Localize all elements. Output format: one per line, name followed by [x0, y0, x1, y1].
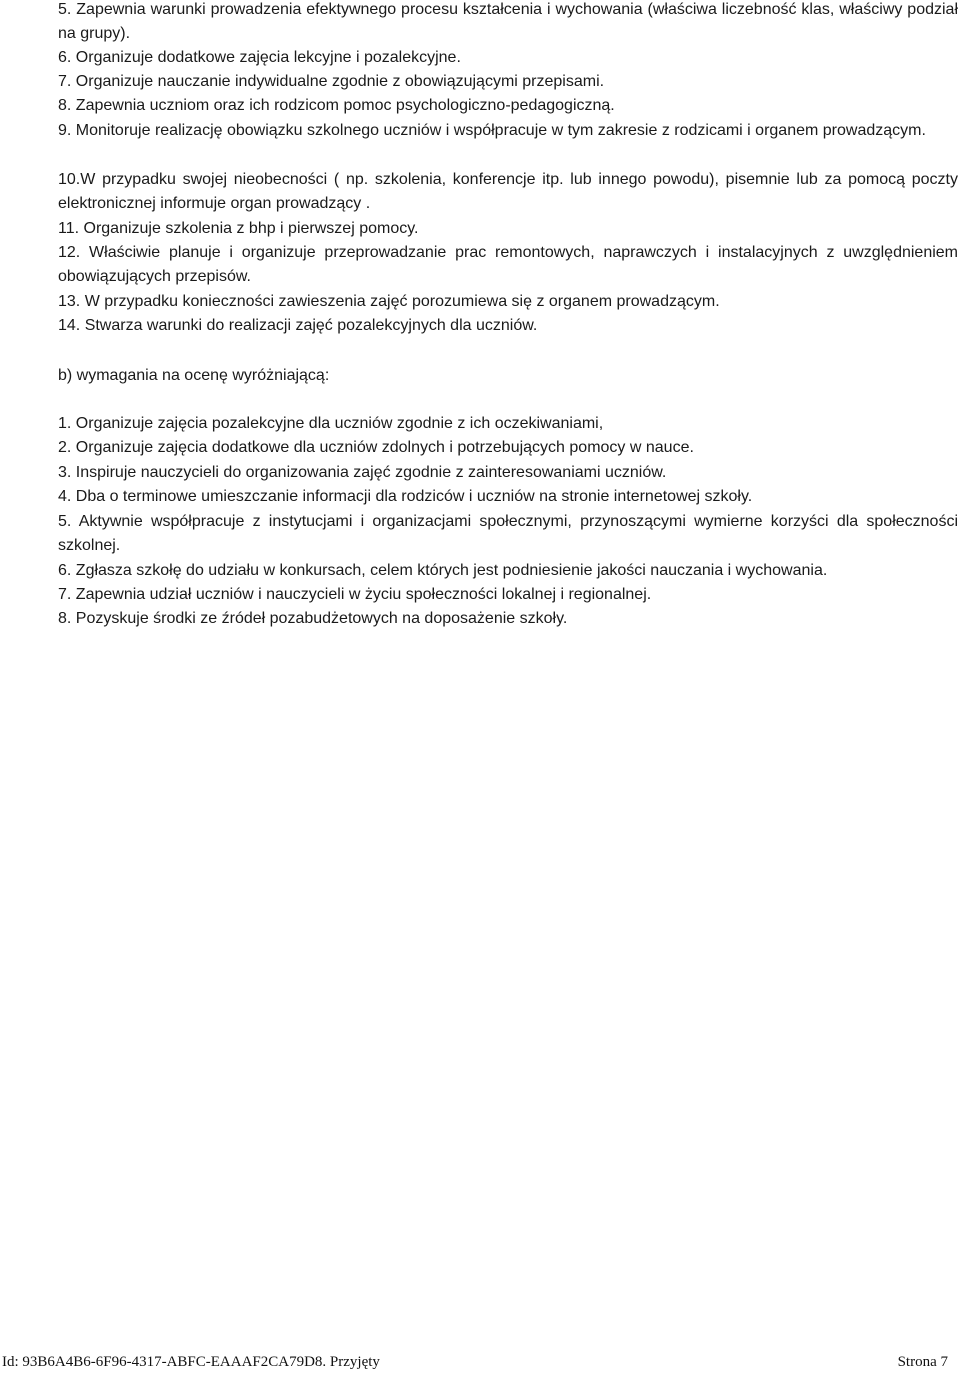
list-item-b1: 1. Organizuje zajęcia pozalekcyjne dla uczniów zgodnie z ich oczekiwaniami,: [58, 415, 604, 432]
footer-page-number: Strona 7: [897, 1354, 948, 1370]
list-item-b3: 3. Inspiruje nauczycieli do organizowania zajęć zgodnie z zainteresowaniami uczniów.: [58, 464, 667, 481]
list-item-b4: 4. Dba o terminowe umieszczanie informacji dla rodziców i uczniów na stronie internetowej szkoły.: [58, 488, 753, 505]
list-item-b8: 8. Pozyskuje środki ze źródeł pozabudżetowych na doposażenie szkoły.: [58, 610, 568, 627]
list-item-a9: 9. Monitoruje realizację obowiązku szkolnego uczniów i współpracuje w tym zakresie z rodzicami i organem prowadzącym.: [58, 122, 926, 139]
list-item-b2: 2. Organizuje zajęcia dodatkowe dla uczniów zdolnych i potrzebujących pomocy w nauce.: [58, 439, 694, 456]
section-b-heading: b) wymagania na ocenę wyróżniającą:: [58, 367, 330, 384]
list-item-a12: 12. Właściwie planuje i organizuje przeprowadzanie prac remontowych, naprawczych i instalacyjnych z uwzględnieniem obowiązujących przepisów.: [58, 244, 958, 285]
list-item-a7: 7. Organizuje nauczanie indywidualne zgodnie z obowiązującymi przepisami.: [58, 73, 605, 90]
list-item-a14: 14. Stwarza warunki do realizacji zajęć pozalekcyjnych dla uczniów.: [58, 317, 538, 334]
list-item-a10: 10.W przypadku swojej nieobecności ( np. szkolenia, konferencje itp. lub innego powodu), pisemnie lub za pomocą poczty elektronicznej informuje organ prowadzący .: [58, 171, 958, 212]
list-item-b5: 5. Aktywnie współpracuje z instytucjami i organizacjami społecznymi, przynoszącymi wymierne korzyści dla społeczności szkolnej.: [58, 513, 958, 554]
list-item-b7: 7. Zapewnia udział uczniów i nauczycieli w życiu społeczności lokalnej i regionalnej.: [58, 586, 652, 603]
list-item-a8: 8. Zapewnia uczniom oraz ich rodzicom pomoc psychologiczno-pedagogiczną.: [58, 97, 615, 114]
list-item-b6: 6. Zgłasza szkołę do udziału w konkursach, celem których jest podniesienie jakości nauczania i wychowania.: [58, 562, 828, 579]
footer-document-id: Id: 93B6A4B6-6F96-4317-ABFC-EAAAF2CA79D8. Przyjęty: [2, 1354, 380, 1370]
list-item-a13: 13. W przypadku konieczności zawieszenia zajęć porozumiewa się z organem prowadzącym.: [58, 293, 720, 310]
list-item-a5: 5. Zapewnia warunki prowadzenia efektywnego procesu kształcenia i wychowania (właściwa liczebność klas, właściwy podział na grupy).: [58, 1, 958, 42]
list-item-a6: 6. Organizuje dodatkowe zajęcia lekcyjne i pozalekcyjne.: [58, 49, 461, 66]
list-item-a11: 11. Organizuje szkolenia z bhp i pierwszej pomocy.: [58, 220, 419, 237]
